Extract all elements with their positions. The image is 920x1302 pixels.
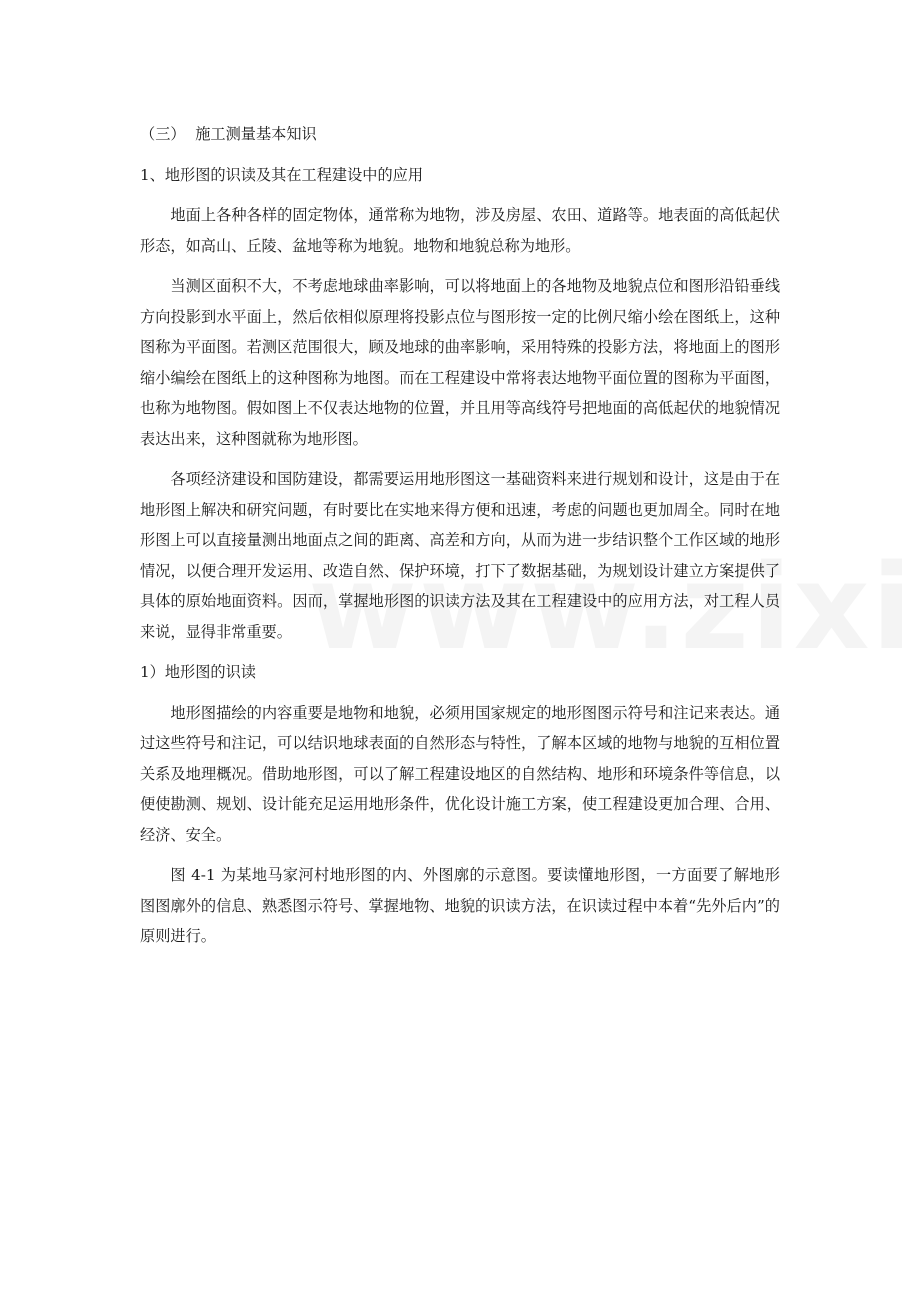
document-body (140, 119, 780, 962)
paragraph-terrain-definition: 地面上各种各样的固定物体，通常称为地物，涉及房屋、农田、道路等。地表面的高低起伏形态，如高山、丘陵、盆地等称为地貌。地物和地貌总称为地形。 (140, 206, 780, 255)
paragraph-map-importance: 各项经济建设和国防建设，都需要运用地形图这一基础资料来进行规划和设计，这是由于在地形图上解决和研究问题，有时要比在实地来得方便和迅速，考虑的问题也更加周全。同时在地形图上可以直接量测出地面点之间的距离、高差和方向，从而为进一步结识整个工作区域的地形情况，以便合理开发运用、改造自然、保护环境，打下了数据基础，为规划设计建立方案提供了具体的原始地面资料。因而，掌握地形图的识读方法及其在工程建设中的应用方法，对工程人员来说，显得非常重要。 (140, 470, 780, 641)
subheading-map-reading: 1）地形图的识读 (140, 663, 256, 681)
subheading-topographic-map: 1、地形图的识读及其在工程建设中的应用 (140, 165, 424, 184)
paragraph-figure-reference: 图 4-1 为某地马家河村地形图的内、外图廓的示意图。要读懂地形图，一方面要了解地形图图廓外的信息、熟悉图示符号、掌握地物、地貌的识读方法，在识读过程中本着“先外后内”的原则进行。 (140, 866, 780, 945)
section-heading: （三） 施工测量基本知识 (140, 125, 317, 143)
paragraph-map-types: 当测区面积不大，不考虑地球曲率影响，可以将地面上的各地物及地貌点位和图形沿铅垂线方向投影到水平面上，然后依相似原理将投影点位与图形按一定的比例尺缩小绘在图纸上，这种图称为平面图。若测区范围很大，顾及地球的曲率影响，采用特殊的投影方法，将地面上的图形缩小编绘在图纸上的这种图称为地图。而在工程建设中常将表达地物平面位置的图称为平面图，也称为地物图。假如图上不仅表达地物的位置，并且用等高线符号把地面的高低起伏的地貌情况表达出来，这种图就称为地形图。 (140, 277, 780, 448)
paragraph-map-content: 地形图描绘的内容重要是地物和地貌，必须用国家规定的地形图图示符号和注记来表达。通过这些符号和注记，可以结识地球表面的自然形态与特性，了解本区域的地物与地貌的互相位置关系及地理概况。借助地形图，可以了解工程建设地区的自然结构、地形和环境条件等信息，以便使勘测、规划、设计能充足运用地形条件，优化设计施工方案，使工程建设更加合理、合用、经济、安全。 (140, 703, 780, 844)
